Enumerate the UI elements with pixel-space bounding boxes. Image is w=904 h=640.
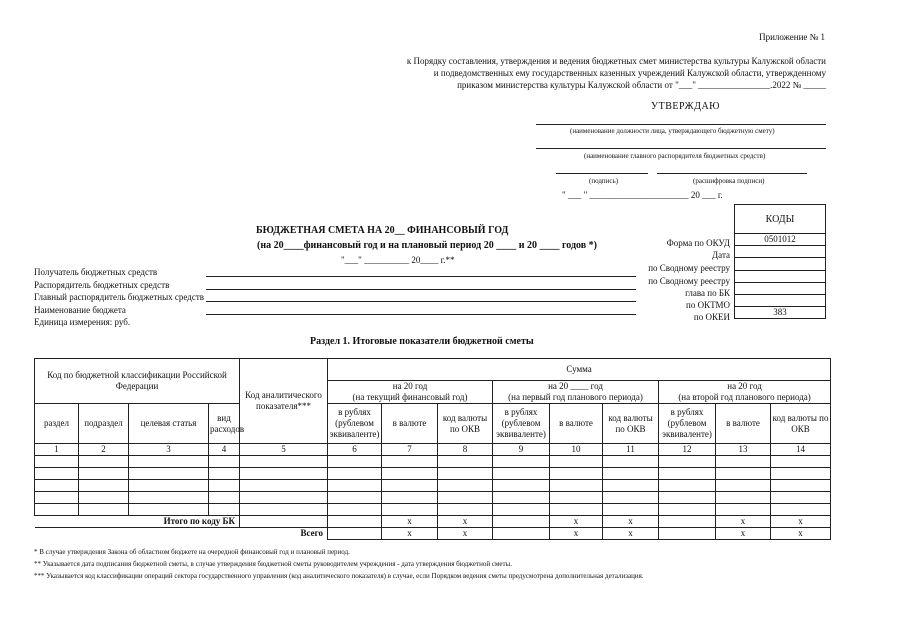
order-line-3: приказом министерства культуры Калужской области от "___" ________________.2022 № _____ (457, 80, 826, 90)
column-number: 6 (328, 444, 382, 456)
total-all-label: Всего (35, 528, 328, 540)
total-bk-label: Итого по коду БК (35, 516, 240, 528)
code-okei: 383 (735, 307, 826, 319)
x-mark: х (771, 516, 831, 528)
header-currency-1: в валюте (382, 404, 438, 444)
approval-title: УТВЕРЖДАЮ (651, 101, 720, 112)
code-registry-1 (735, 258, 826, 270)
header-vid: вид расходов (209, 404, 240, 444)
signature-caption: (подпись) (589, 177, 619, 185)
header-bk-code: Код по бюджетной классификации Российской Федерации (35, 359, 240, 404)
x-mark: х (716, 528, 771, 540)
column-number: 5 (240, 444, 328, 456)
code-oktmo (735, 294, 826, 306)
table-row (35, 504, 831, 516)
x-mark: х (771, 528, 831, 540)
header-rub-1: в рублях (рублевом эквиваленте) (328, 404, 382, 444)
budget-table (34, 358, 831, 540)
document-date: "___" __________ 20____ г.** (341, 255, 455, 265)
table-row (35, 468, 831, 480)
column-number: 3 (129, 444, 209, 456)
document-subtitle: (на 20____финансовый год и на плановый период 20 ____ и 20 ____ годов *) (257, 240, 597, 251)
header-currency-3: в валюте (716, 404, 771, 444)
info-fill-line (206, 289, 636, 290)
header-okv-1: код валюты по ОКВ (438, 404, 493, 444)
info-fill-line (206, 314, 636, 315)
codes-label: по Сводному реестру (648, 263, 730, 273)
header-okv-2: код валюты по ОКВ (603, 404, 659, 444)
table-row (35, 492, 831, 504)
signature-line (556, 173, 648, 174)
header-analytic-code: Код аналитического показателя*** (240, 359, 328, 444)
document-title: БЮДЖЕТНАЯ СМЕТА НА 20__ ФИНАНСОВЫЙ ГОД (256, 225, 509, 236)
codes-label: Дата (712, 250, 730, 260)
column-number: 12 (659, 444, 716, 456)
table-row (35, 480, 831, 492)
header-period-current: на 20 год (на текущий финансовый год) (328, 381, 493, 404)
x-mark: х (438, 528, 493, 540)
codes-label: по ОКТМО (686, 300, 730, 310)
header-rub-2: в рублях (рублевом эквиваленте) (493, 404, 550, 444)
column-number: 7 (382, 444, 438, 456)
header-razdel: раздел (35, 404, 79, 444)
x-mark: х (550, 516, 603, 528)
info-label: Единица измерения: руб. (34, 317, 131, 327)
header-target: целевая статья (129, 404, 209, 444)
footnote-3: *** Указывается код классификации операций сектора государственного управления (код аналитического показателя) в случае, если Порядком ведения сметы предусмотрена дополнительная детализация. (34, 572, 644, 580)
position-caption: (наименование должности лица, утверждающего бюджетную смету) (570, 127, 775, 135)
code-registry-2 (735, 270, 826, 282)
order-line-2: и подведомственных ему государственных казенных учреждений Калужской области, утвержденному (433, 68, 826, 78)
code-date (735, 246, 826, 258)
code-bk-chapter (735, 282, 826, 294)
distributor-caption: (наименование главного распорядителя бюджетных средств) (584, 152, 766, 160)
header-podrazdel: подраздел (79, 404, 129, 444)
column-number: 2 (79, 444, 129, 456)
x-mark: х (382, 516, 438, 528)
column-number-row (35, 444, 831, 456)
info-label: Главный распорядитель бюджетных средств (34, 292, 204, 302)
info-label: Наименование бюджета (34, 305, 126, 315)
decoding-line (657, 173, 807, 174)
header-currency-2: в валюте (550, 404, 603, 444)
order-line-1: к Порядку составления, утверждения и ведения бюджетных смет министерства культуры Калужской области (406, 56, 826, 66)
info-fill-line (206, 276, 636, 277)
appendix-number: Приложение № 1 (759, 32, 825, 42)
header-okv-3: код валюты по ОКВ (771, 404, 831, 444)
column-number: 13 (716, 444, 771, 456)
footnote-1: * В случае утверждения Закона об областном бюджете на очередной финансовый год и плановый период. (34, 548, 350, 556)
table-row (35, 456, 831, 468)
codes-label: глава по БК (685, 288, 730, 298)
codes-table (734, 204, 826, 319)
codes-label: по ОКЕИ (693, 312, 730, 322)
header-sum: Сумма (328, 359, 831, 381)
distributor-line (536, 148, 826, 149)
total-all-row (35, 528, 831, 540)
column-number: 1 (35, 444, 79, 456)
x-mark: х (550, 528, 603, 540)
column-number: 4 (209, 444, 240, 456)
code-okud: 0501012 (735, 234, 826, 246)
x-mark: х (603, 528, 659, 540)
x-mark: х (716, 516, 771, 528)
column-number: 8 (438, 444, 493, 456)
x-mark: х (382, 528, 438, 540)
info-label: Получатель бюджетных средств (34, 267, 158, 277)
info-fill-line (206, 301, 636, 302)
codes-header: КОДЫ (735, 205, 826, 234)
position-line (536, 124, 826, 125)
info-label: Распорядитель бюджетных средств (34, 280, 170, 290)
column-number: 10 (550, 444, 603, 456)
total-bk-row (35, 516, 831, 528)
decoding-caption: (расшифровка подписи) (693, 177, 765, 185)
approval-date: " ___ " ______________________ 20 ___ г. (562, 190, 723, 200)
column-number: 11 (603, 444, 659, 456)
header-period-second: на 20 год (на второй год планового периода) (659, 381, 831, 404)
footnote-2: ** Указывается дата подписания бюджетной сметы, в случае утверждения бюджетной сметы руководителем учреждения - дата утверждения бюджетной сметы. (34, 560, 512, 568)
header-rub-3: в рублях (рублевом эквиваленте) (659, 404, 716, 444)
codes-label: Форма по ОКУД (666, 238, 730, 248)
x-mark: х (438, 516, 493, 528)
column-number: 14 (771, 444, 831, 456)
header-period-first: на 20 ____ год (на первый год планового периода) (493, 381, 659, 404)
section-title: Раздел 1. Итоговые показатели бюджетной сметы (310, 336, 534, 347)
codes-label: по Сводному реестру (648, 276, 730, 286)
column-number: 9 (493, 444, 550, 456)
x-mark: х (603, 516, 659, 528)
